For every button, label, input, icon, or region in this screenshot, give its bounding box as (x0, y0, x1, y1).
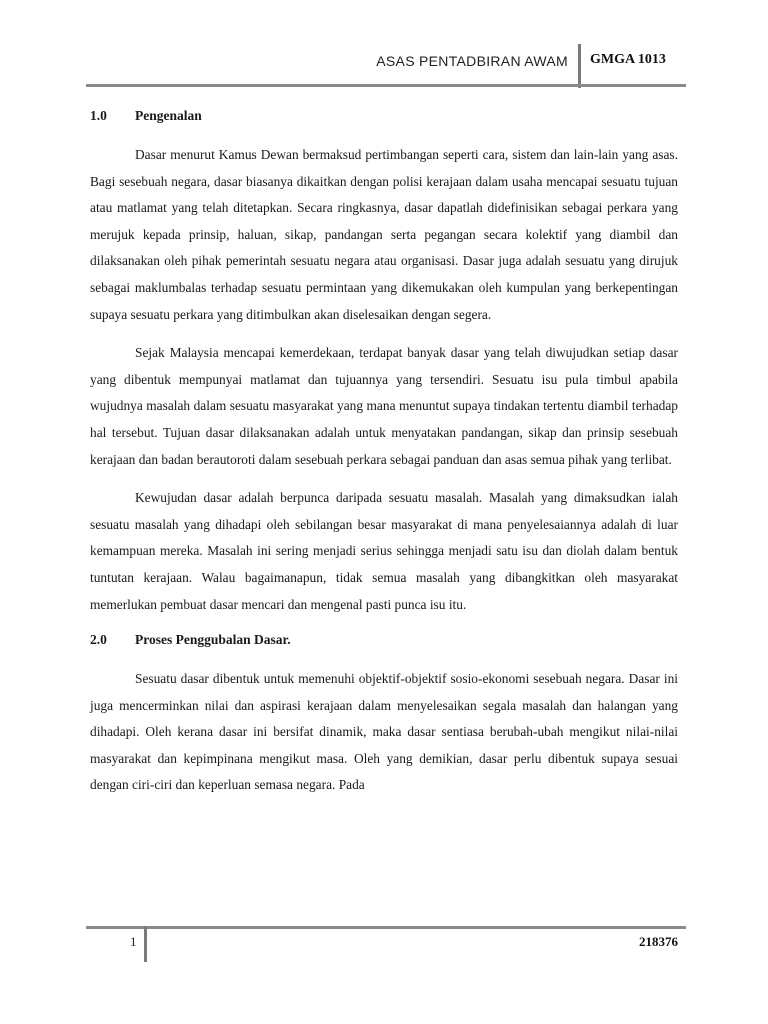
section-title: Proses Penggubalan Dasar. (135, 632, 291, 648)
page-number: 1 (130, 934, 137, 949)
section-number: 2.0 (90, 632, 107, 648)
section-title: Pengenalan (135, 108, 202, 123)
document-body (90, 104, 678, 799)
paragraph: Kewujudan dasar adalah berpunca daripada sesuatu masalah. Masalah yang dimaksudkan ialah sesuatu masalah yang dihadapi oleh sebilangan besar masyarakat di mana penyelesaiannya adalah di luar kemampuan mereka. Masalah ini sering menjadi serius sehingga menjadi satu isu dan diolah dalam bentuk tuntutan kerajaan. Walau bagaimanapun, tidak semua masalah yang dibangkitkan oleh masyarakat memerlukan pembuat dasar mencari dan mengenal pasti punca isu itu. (90, 490, 678, 612)
paragraph: Dasar menurut Kamus Dewan bermaksud pertimbangan seperti cara, sistem dan lain-lain yang asas. Bagi sesebuah negara, dasar biasanya dikaitkan dengan polisi kerajaan dalam usaha mencapai sesuatu tujuan atau matlamat yang telah ditetapkan. Secara ringkasnya, dasar dapatlah didefinisikan sebagai perkara yang merujuk kepada prinsip, haluan, sikap, pandangan serta pegangan secara kolektif yang diambil dan dilaksanakan oleh pihak pemerintah sesuatu negara atau organisasi. Dasar juga adalah sesuatu yang dirujuk sebagai maklumbalas terhadap sesuatu permintaan yang dikemukakan oleh kumpulan yang berkepentingan supaya sesuatu perkara yang ditimbulkan akan diselesaikan dengan segera. (90, 147, 678, 322)
paragraph: Sejak Malaysia mencapai kemerdekaan, terdapat banyak dasar yang telah diwujudkan setiap dasar yang dibentuk mempunyai matlamat dan tujuannya yang tersendiri. Sesuatu isu pula timbul apabila wujudnya masalah dalam sesuatu masyarakat yang mana menuntut supaya tindakan tertentu diambil terhadap hal tersebut. Tujuan dasar dilaksanakan adalah untuk menyatakan pandangan, sikap dan prinsip sesebuah kerajaan dan badan berautoroti dalam sesebuah perkara sebagai panduan dan asas semua pihak yang terlibat. (90, 345, 678, 467)
paragraph: Sesuatu dasar dibentuk untuk memenuhi objektif-objektif sosio-ekonomi sesebuah negara. Dasar ini juga mencerminkan nilai dan aspirasi kerajaan dalam menyelesaikan segala masalah dan halangan yang dihadapi. Oleh kerana dasar ini bersifat dinamik, maka dasar sentiasa berubah-ubah mengikut nilai-nilai masyarakat dan kepimpinana mengikut masa. Oleh yang demikian, dasar perlu dibentuk supaya sesuai dengan ciri-ciri dan keperluan semasa negara. Pada (90, 671, 678, 793)
page-header (86, 40, 686, 88)
header-rule (86, 84, 686, 87)
header-divider (578, 44, 581, 88)
section-number: 1.0 (90, 108, 107, 123)
page-footer (86, 922, 686, 962)
footer-rule (86, 926, 686, 929)
student-id: 218376 (639, 934, 678, 949)
section-heading-proses (90, 628, 678, 652)
course-title: ASAS PENTADBIRAN AWAM (376, 53, 568, 69)
footer-divider (144, 926, 147, 962)
course-code: GMGA 1013 (590, 52, 666, 67)
section-heading-pengenalan (90, 104, 678, 128)
